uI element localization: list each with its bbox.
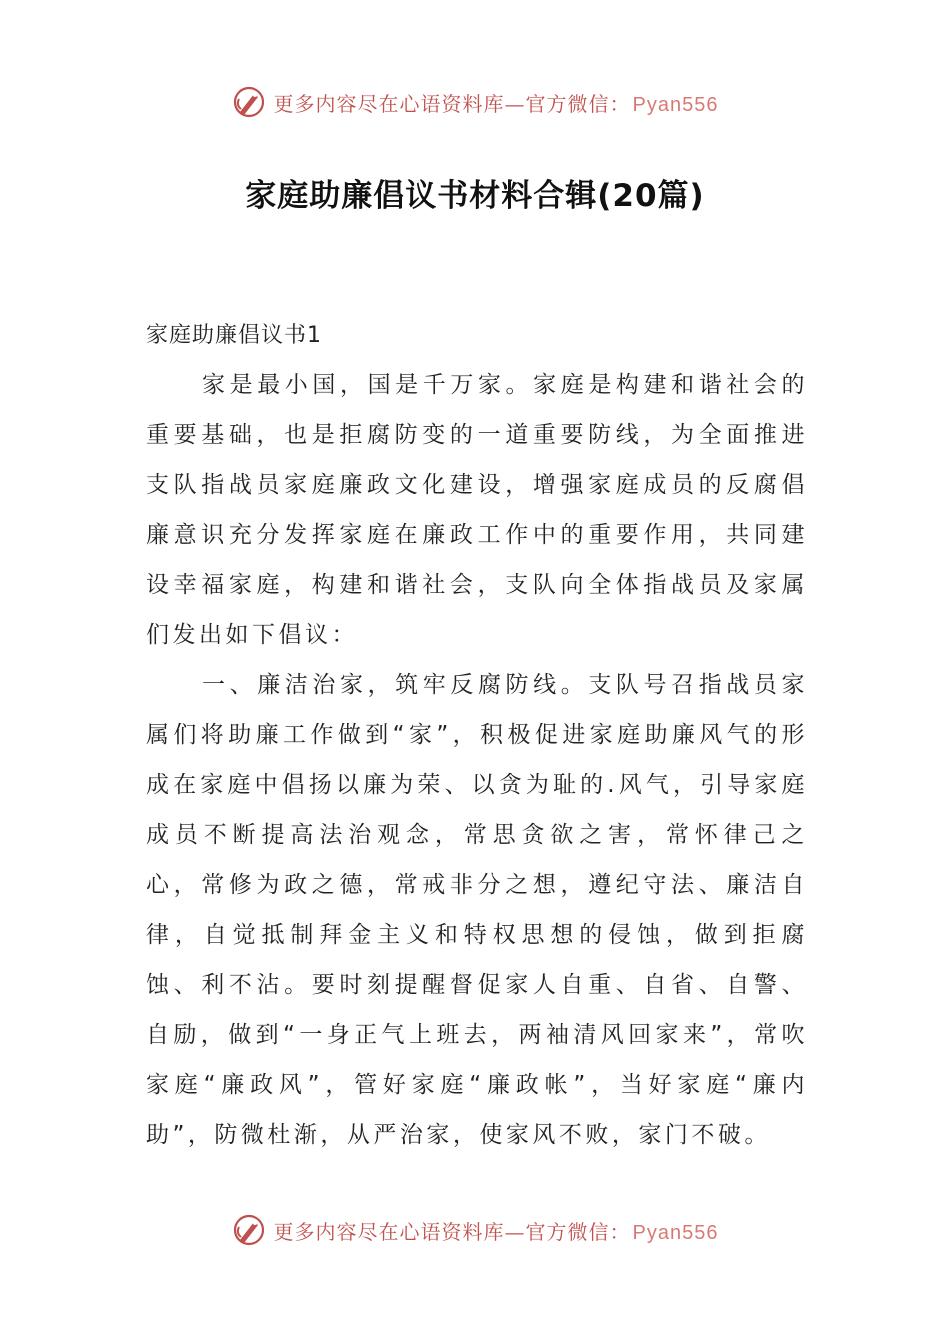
footer-watermark bbox=[0, 1210, 950, 1250]
document-body bbox=[146, 360, 808, 1160]
watermark-slogan: 更多内容尽在心语资料库—官方微信： bbox=[273, 91, 631, 116]
watermark-wechat-id: Pyan556 bbox=[632, 93, 719, 116]
watermark-wechat-id: Pyan556 bbox=[632, 1221, 719, 1244]
pen-nib-circle-icon bbox=[232, 1213, 266, 1247]
watermark-text bbox=[274, 88, 719, 117]
header-watermark bbox=[0, 82, 950, 122]
pen-nib-circle-icon bbox=[232, 85, 266, 119]
paragraph-point-one: 一、廉洁治家，筑牢反腐防线。支队号召指战员家属们将助廉工作做到“家”，积极促进家庭助廉风气的形成在家庭中倡扬以廉为荣、以贪为耻的.风气，引导家庭成员不断提高法治观念，常思贪欲之害，常怀律己之心，常修为政之德，常戒非分之想，遵纪守法、廉洁自律，自觉抵制拜金主义和特权思想的侵蚀，做到拒腐蚀、利不沾。要时刻提醒督促家人自重、自省、自警、自励，做到“一身正气上班去，两袖清风回家来”，常吹家庭“廉政风”，管好家庭“廉政帐”，当好家庭“廉内助”，防微杜渐，从严治家，使家风不败，家门不破。 bbox=[146, 672, 808, 1148]
paragraph-intro: 家是最小国，国是千万家。家庭是构建和谐社会的重要基础，也是拒腐防变的一道重要防线，为全面推进支队指战员家庭廉政文化建设，增强家庭成员的反腐倡廉意识充分发挥家庭在廉政工作中的重要作用，共同建设幸福家庭，构建和谐社会，支队向全体指战员及家属们发出如下倡议： bbox=[146, 372, 808, 648]
section-heading: 家庭助廉倡议书1 bbox=[146, 323, 322, 348]
watermark-slogan: 更多内容尽在心语资料库—官方微信： bbox=[273, 1219, 631, 1244]
document-title: 家庭助廉倡议书材料合辑(20篇) bbox=[245, 178, 705, 214]
watermark-text bbox=[274, 1216, 719, 1245]
